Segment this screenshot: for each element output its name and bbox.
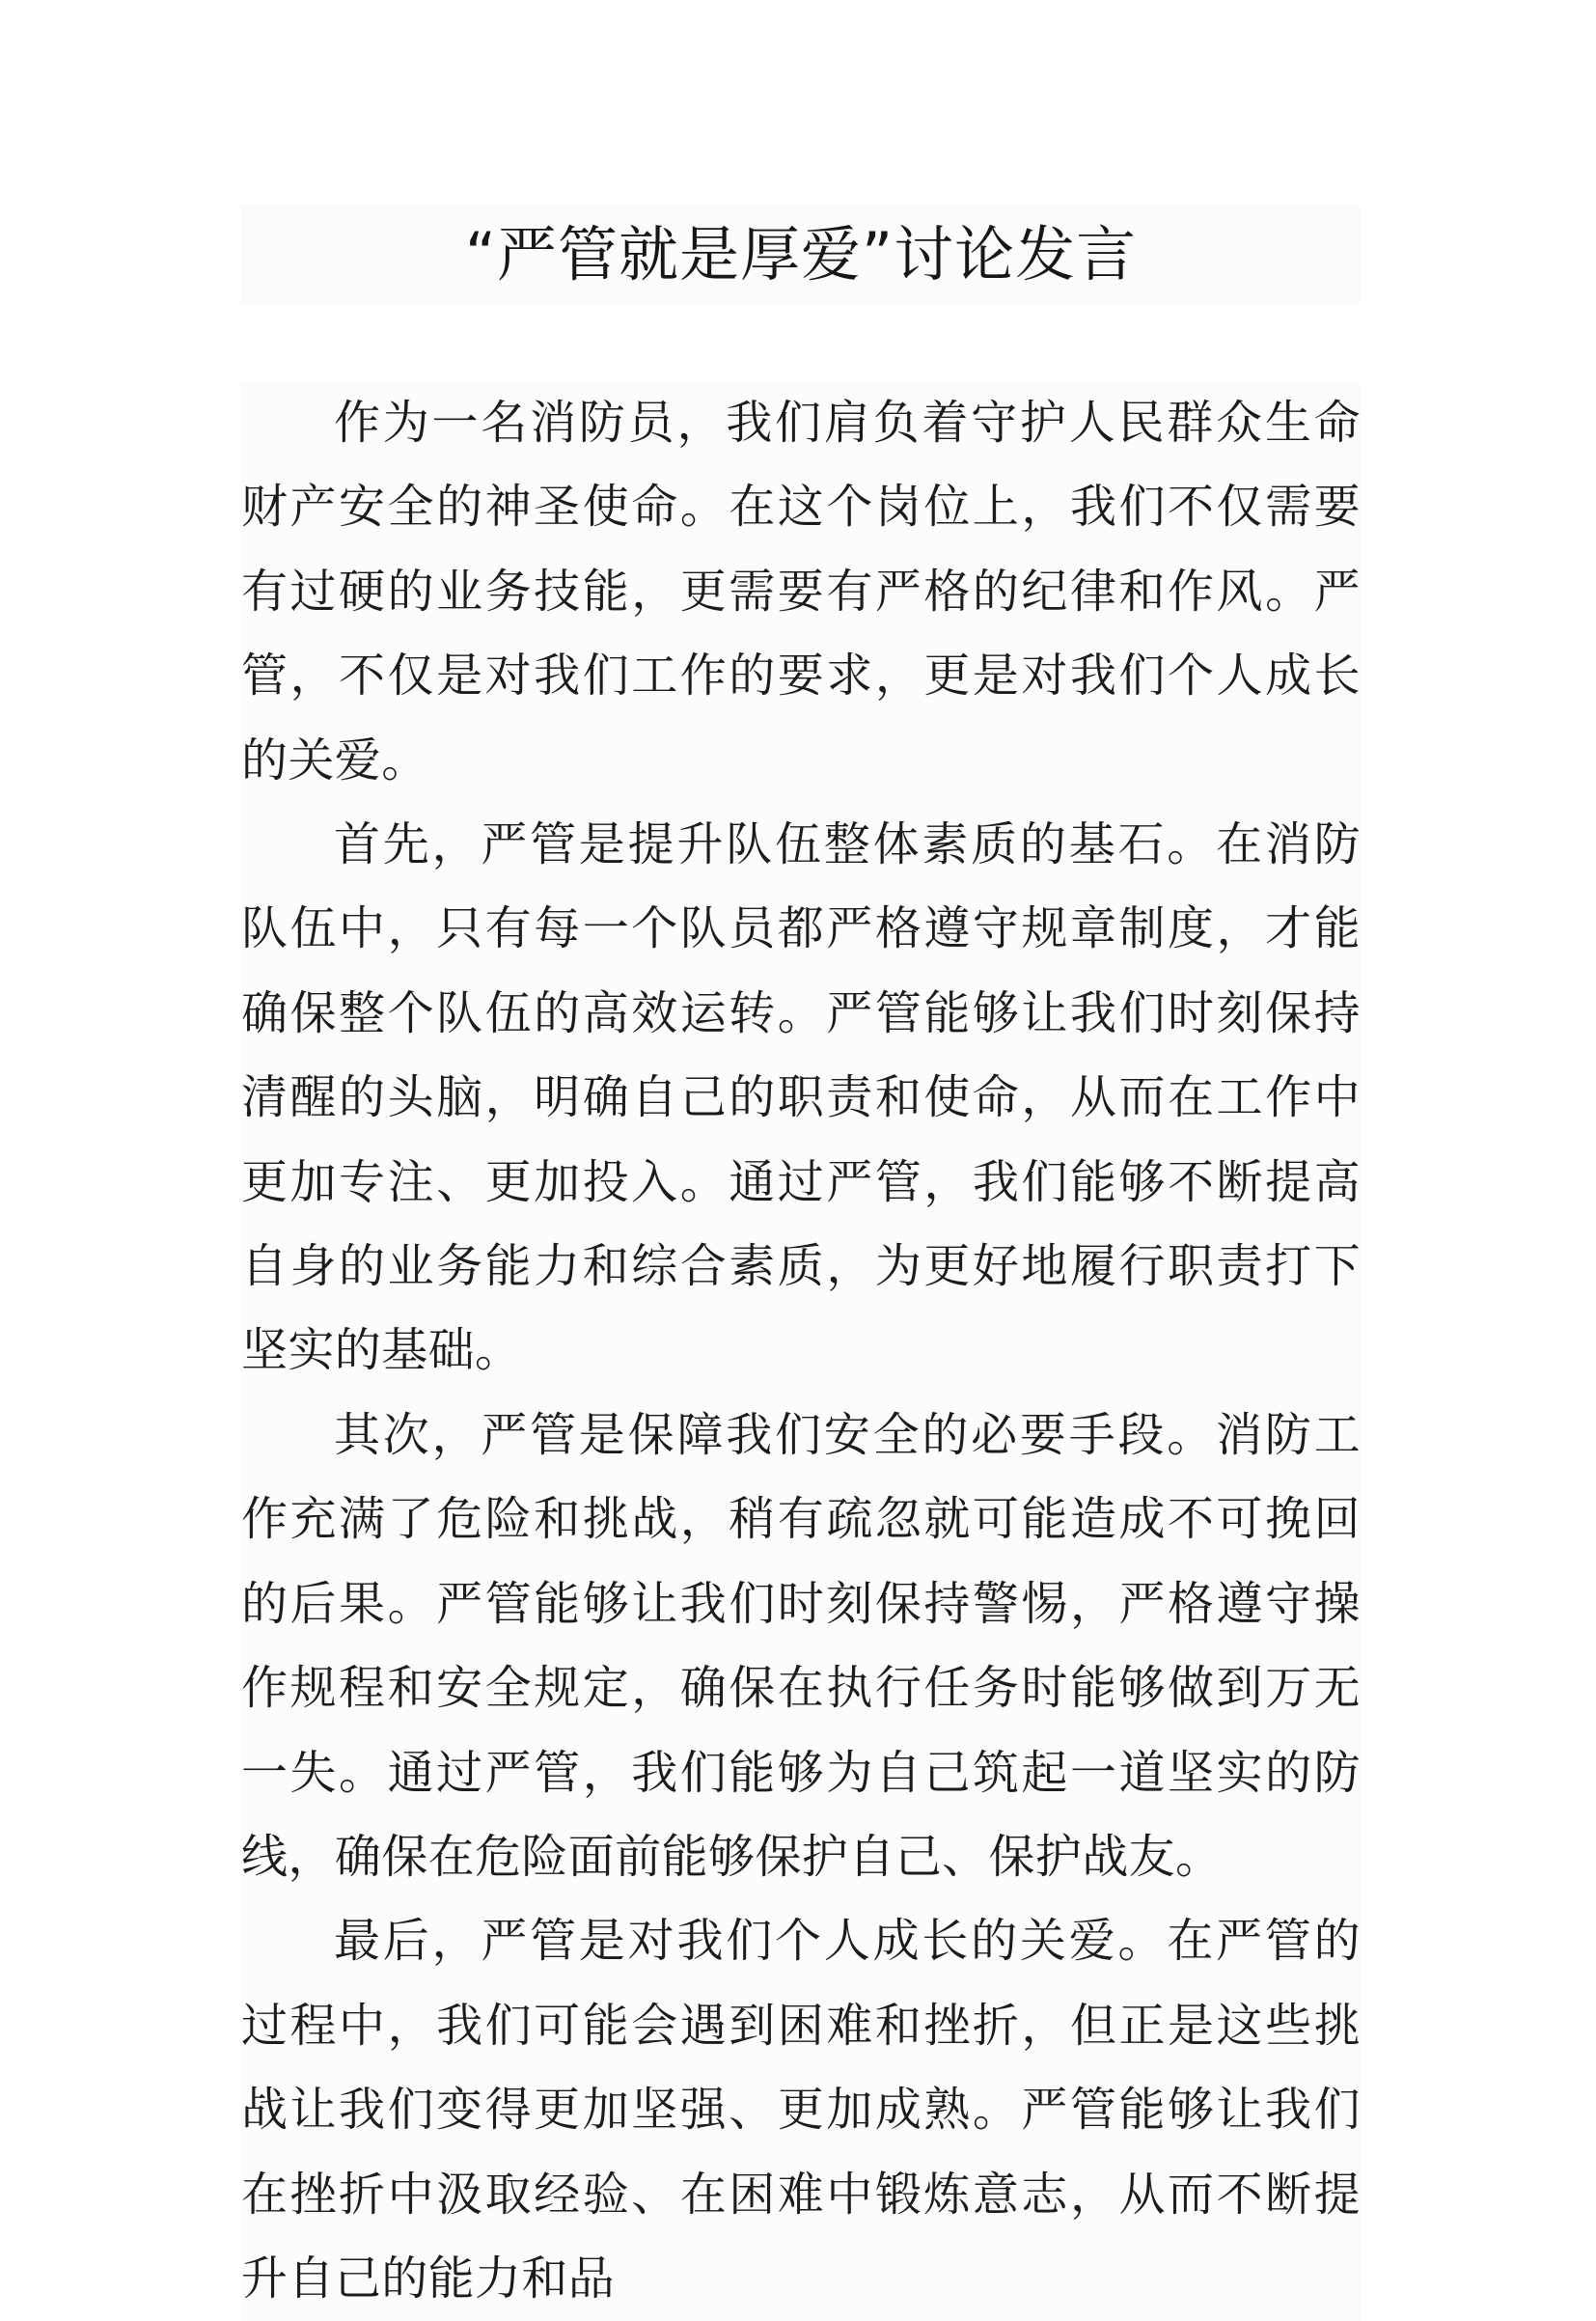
paragraph-first-point: 首先，严管是提升队伍整体素质的基石。在消防队伍中，只有每一个队员都严格遵守规章制度，才能确保整个队伍的高效运转。严管能够让我们时刻保持清醒的头脑，明确自己的职责和使命，从而在工作中更加专注、更加投入。通过严管，我们能够不断提高自身的业务能力和综合素质，为更好地履行职责打下坚实的基础。 xyxy=(241,817,1361,1378)
paragraph-intro: 作为一名消防员，我们肩负着守护人民群众生命财产安全的神圣使命。在这个岗位上，我们不仅需要有过硬的业务技能，更需要有严格的纪律和作风。严管，不仅是对我们工作的要求，更是对我们个人成长的关爱。 xyxy=(241,396,1361,787)
paragraph-last-point: 最后，严管是对我们个人成长的关爱。在严管的过程中，我们可能会遇到困难和挫折，但正是这些挑战让我们变得更加坚强、更加成熟。严管能够让我们在挫折中汲取经验、在困难中锻炼意志，从而不断提升自己的能力和品 xyxy=(241,1914,1361,2306)
paragraph-second-point: 其次，严管是保障我们安全的必要手段。消防工作充满了危险和挑战，稍有疏忽就可能造成不可挽回的后果。严管能够让我们时刻保持警惕，严格遵守操作规程和安全规定，确保在执行任务时能够做到万无一失。通过严管，我们能够为自己筑起一道坚实的防线，确保在危险面前能够保护自己、保护战友。 xyxy=(241,1407,1361,1884)
document-body xyxy=(241,381,1361,2321)
document-title: “严管就是厚爱”讨论发言 xyxy=(241,207,1361,303)
